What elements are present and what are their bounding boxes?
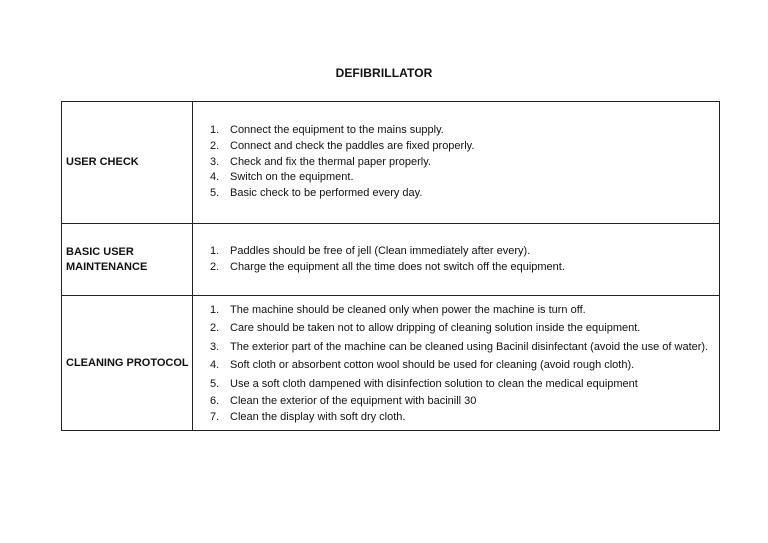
- list-item-text: The exterior part of the machine can be cleaned using Bacinil disinfectant (avoid the use of water).: [230, 340, 709, 353]
- cleaning-list: [210, 301, 713, 426]
- list-item: [210, 186, 713, 202]
- list-item-number: 1.: [210, 244, 220, 257]
- list-item-text: Check and fix the thermal paper properly.: [230, 155, 431, 168]
- list-item-number: 2.: [210, 322, 220, 335]
- list-item-number: 7.: [210, 411, 220, 424]
- table-row-cleaning-protocol: [62, 296, 720, 431]
- user-check-list: [210, 123, 713, 202]
- list-item-text: Connect and check the paddles are fixed properly.: [230, 139, 475, 152]
- list-item-text: Paddles should be free of jell (Clean immediately after every).: [230, 244, 531, 257]
- list-item-number: 2.: [210, 139, 220, 152]
- list-item: [210, 319, 713, 338]
- list-item: [210, 375, 713, 394]
- list-item: [210, 260, 713, 276]
- list-item-text: Connect the equipment to the mains supply.: [230, 124, 444, 136]
- list-item-number: 5.: [210, 377, 220, 390]
- list-item: [210, 139, 713, 155]
- section-content-cleaning-protocol: [193, 296, 720, 431]
- list-item-number: 5.: [210, 187, 220, 200]
- list-item-text: Care should be taken not to allow dripping of cleaning solution inside the equipment.: [230, 322, 641, 335]
- list-item-number: 3.: [210, 340, 220, 353]
- section-label-cleaning-protocol: CLEANING PROTOCOL: [62, 296, 193, 431]
- maintenance-list: [210, 244, 713, 276]
- list-item: [210, 244, 713, 260]
- list-item-number: 3.: [210, 155, 220, 168]
- list-item-number: 4.: [210, 359, 220, 372]
- list-item-number: 2.: [210, 260, 220, 273]
- list-item-text: Clean the exterior of the equipment with bacinill 30: [230, 395, 477, 408]
- document-title: DEFIBRILLATOR: [335, 66, 433, 80]
- list-item-text: Clean the display with soft dry cloth.: [230, 411, 406, 424]
- section-content-user-check: [193, 102, 720, 224]
- list-item: [210, 356, 713, 375]
- list-item: [210, 409, 713, 425]
- procedure-table: [61, 101, 720, 431]
- table-row-basic-user-maintenance: [62, 224, 720, 296]
- section-label-basic-user-maintenance: BASIC USER MAINTENANCE: [62, 224, 193, 296]
- list-item: [210, 170, 713, 186]
- list-item-text: Switch on the equipment.: [230, 171, 354, 184]
- table-row-user-check: [62, 102, 720, 224]
- section-label-user-check: USER CHECK: [62, 102, 193, 224]
- list-item: [210, 301, 713, 320]
- list-item-text: Use a soft cloth dampened with disinfection solution to clean the medical equipment: [230, 377, 638, 390]
- section-content-basic-user-maintenance: [193, 224, 720, 296]
- list-item-number: 4.: [210, 171, 220, 184]
- list-item-number: 6.: [210, 395, 220, 408]
- list-item-text: The machine should be cleaned only when power the machine is turn off.: [230, 303, 586, 316]
- list-item: [210, 393, 713, 409]
- list-item: [210, 338, 713, 357]
- list-item-text: Soft cloth or absorbent cotton wool should be used for cleaning (avoid rough cloth).: [230, 359, 635, 372]
- list-item-number: 1.: [210, 303, 220, 316]
- list-item-text: Basic check to be performed every day.: [230, 187, 423, 200]
- list-item: [210, 155, 713, 171]
- list-item-text: Charge the equipment all the time does not switch off the equipment.: [230, 260, 565, 273]
- list-item-number: 1.: [210, 124, 220, 136]
- list-item: [210, 123, 713, 139]
